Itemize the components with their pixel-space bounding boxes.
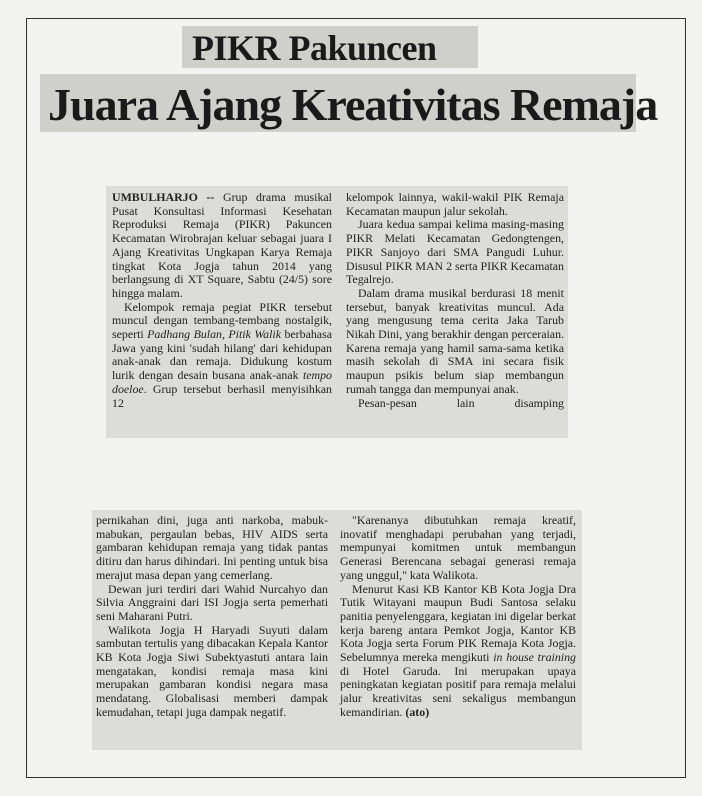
paragraph: Dewan juri terdiri dari Wahid Nurcahyo dan Silvia Anggraini dari ISI Jogja serta pemerhati seni Maharani Putri.	[96, 581, 328, 623]
song-titles: Padhang Bulan, Pitik Walik	[147, 327, 281, 342]
article-part-2-column-1	[96, 514, 328, 720]
paragraph-text: di Hotel Garuda. Ini merupakan upaya peningkatan kegiatan positif para remaja melalui jalur kreativitas seni sekaligus membangun kemandirian.	[340, 663, 576, 719]
paragraph-text: Menurut Kasi KB Kantor KB Kota Jogja Dra Tutik Witayani maupun Budi Santosa selaku panitia penyelenggara, kegiatan ini digelar berkat kerja bareng antara Pemkot Jogja, Kantor KB Kota Jogja serta Forum PIK Remaja Kota Jogja. Sebelumnya mereka mengikuti	[340, 581, 576, 665]
paragraph: Walikota Jogja H Haryadi Suyuti dalam sambutan tertulis yang dibacakan Kepala Kantor KB Kota Jogja Siwi Subektyastuti antara lain mengatakan, kondisi remaja masa kini merupakan gambaran kondisi negara masa mendatang. Globalisasi memberi dampak kemudahan, tetapi juga dampak negatif.	[96, 622, 328, 719]
paragraph: pernikahan dini, juga anti narkoba, mabuk-mabukan, pergaulan bebas, HIV AIDS serta gambaran kehidupan remaja yang tidak pantas ditiru dan harus dihindari. Ini penting untuk bisa merajut masa depan yang cemerlang.	[96, 513, 328, 582]
article-part-1	[106, 186, 568, 438]
paragraph: "Karenanya dibutuhkan remaja kreatif, inovatif menghadapi perubahan yang terjadi, mempunyai komitmen untuk membangun Generasi Berencana sebagai generasi remaja yang unggul," kata Walikota.	[340, 513, 576, 582]
paragraph	[112, 301, 332, 411]
author-signature: (ato)	[405, 704, 430, 719]
paragraph: Pesan-pesan lain disamping	[358, 395, 564, 410]
article-part-1-column-1	[112, 191, 332, 410]
italic-phrase: in house training	[493, 650, 576, 665]
paragraph	[112, 191, 332, 301]
headline-line-2: Juara Ajang Kreativitas Remaja	[40, 74, 636, 132]
article-part-2-column-2	[340, 514, 576, 720]
headline-line-1: PIKR Pakuncen	[182, 26, 478, 68]
paragraph-text: berbahasa Jawa yang kini 'sudah hilang' dari kehidupan anak-anak dan remaja. Didukung kostum lurik dengan desain busana anak-anak	[112, 327, 332, 383]
paragraph-text: Grup drama musikal Pusat Konsultasi Informasi Kesehatan Reproduksi Remaja (PIKR) Pakuncen Kecamatan Wirobrajan keluar sebagai juara I Ajang Kreativitas Ungkapan Karya Remaja tingkat Kota Jogja tahun 2014 yang berlangsung di XT Square, Sabtu (24/5) sore hingga malam.	[112, 190, 332, 300]
article-part-2	[92, 510, 582, 750]
paragraph	[340, 583, 576, 720]
paragraph: kelompok lainnya, wakil-wakil PIK Remaja Kecamatan maupun jalur sekolah.	[346, 190, 564, 218]
dateline: UMBULHARJO --	[112, 190, 215, 204]
article-part-1-column-2	[346, 191, 564, 410]
italic-phrase: tempo doeloe	[112, 368, 332, 396]
paragraph-text: . Grup tersebut berhasil menyisihkan 12	[112, 381, 332, 410]
paragraph-text: Kelompok remaja pegiat PIKR tersebut muncul dengan tembang-tembang nostalgik, seperti	[112, 299, 332, 342]
paragraph: Dalam drama musikal berdurasi 18 menit tersebut, banyak kreativitas muncul. Ada yang mengusung tema cerita Jaka Tarub Nikah Dini, yang berakhir dengan perceraian. Karena remaja yang hamil sama-sama ketika masih sekolah di SMA ini secara fisik maupun psikis belum siap membangun rumah tangga dan mempunyai anak.	[346, 285, 564, 396]
paragraph: Juara kedua sampai kelima masing-masing PIKR Melati Kecamatan Gedongtengen, PIKR Sanjoyo dari SMA Pangudi Luhur. Disusul PIKR MAN 2 serta PIKR Kecamatan Tegalrejo.	[346, 217, 564, 287]
